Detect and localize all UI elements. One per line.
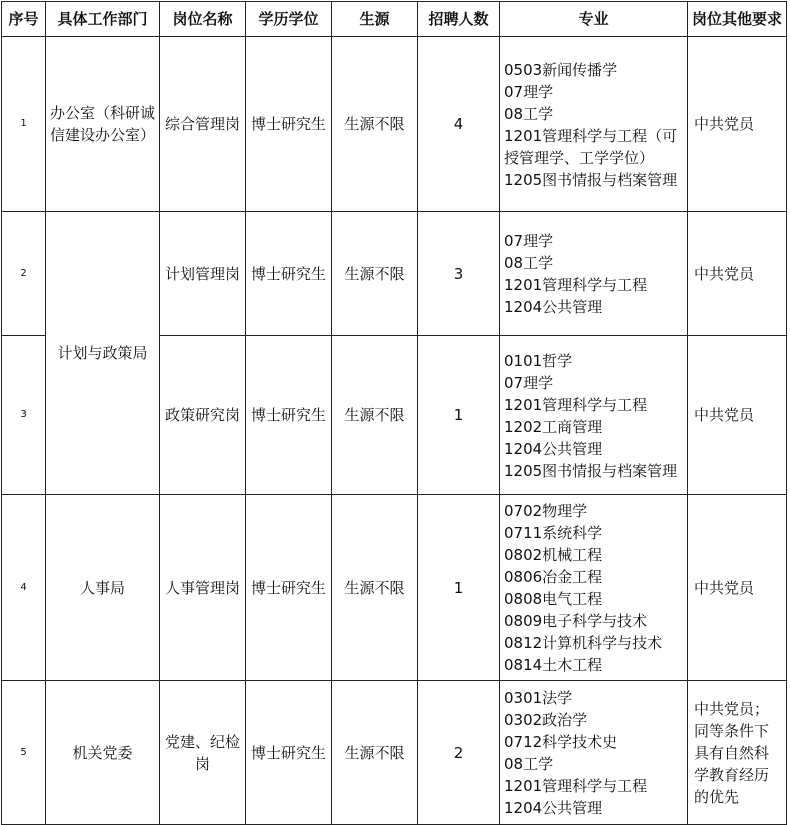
seq-cell: 5	[2, 681, 46, 825]
major-cell	[500, 336, 688, 495]
seq-cell: 3	[2, 336, 46, 495]
source-cell: 生源不限	[332, 37, 418, 212]
major-item: 0802机械工程	[504, 546, 603, 564]
seq-cell: 1	[2, 37, 46, 212]
table-row	[2, 495, 787, 681]
major-item: 07理学	[504, 373, 554, 392]
count-cell: 2	[418, 681, 500, 825]
major-item: 08工学	[504, 254, 554, 272]
major-item: 1204公共管理	[504, 298, 603, 316]
count-cell: 3	[418, 212, 500, 336]
header-department: 具体工作部门	[46, 2, 160, 37]
position-cell: 党建、纪检岗	[160, 681, 246, 825]
major-item: 0809电子科学与技术	[504, 612, 648, 630]
seq-cell: 4	[2, 495, 46, 681]
education-cell: 博士研究生	[246, 37, 332, 212]
table-row	[2, 681, 787, 825]
major-item: 0702物理学	[504, 502, 588, 520]
major-cell	[500, 681, 688, 825]
requirement-cell: 中共党员	[688, 336, 787, 495]
major-item: 07理学	[504, 232, 554, 250]
department-cell: 办公室（科研诚信建设办公室）	[46, 37, 160, 212]
major-item: 0808电气工程	[504, 590, 603, 608]
major-item: 08工学	[504, 104, 554, 123]
header-count: 招聘人数	[418, 2, 500, 37]
major-item: 0814土木工程	[504, 656, 603, 674]
header-requirement: 岗位其他要求	[688, 2, 787, 37]
header-education: 学历学位	[246, 2, 332, 37]
count-cell: 1	[418, 495, 500, 681]
major-item: 1204公共管理	[504, 439, 603, 458]
source-cell: 生源不限	[332, 212, 418, 336]
major-cell	[500, 495, 688, 681]
requirement-cell: 中共党员；同等条件下具有自然科学教育经历的优先	[688, 681, 787, 825]
requirement-cell: 中共党员	[688, 495, 787, 681]
major-item: 1201管理科学与工程	[504, 395, 648, 414]
department-cell: 机关党委	[46, 681, 160, 825]
education-cell: 博士研究生	[246, 212, 332, 336]
position-cell: 综合管理岗	[160, 37, 246, 212]
seq-cell: 2	[2, 212, 46, 336]
table-row	[2, 37, 787, 212]
header-row	[2, 2, 787, 37]
position-cell: 政策研究岗	[160, 336, 246, 495]
major-item: 1205图书情报与档案管理	[504, 461, 678, 480]
major-item: 1202工商管理	[504, 417, 603, 436]
major-item: 08工学	[504, 755, 554, 773]
major-item: 0806冶金工程	[504, 568, 603, 586]
recruitment-table	[1, 1, 787, 825]
source-cell: 生源不限	[332, 495, 418, 681]
major-item: 0812计算机科学与技术	[504, 634, 663, 652]
table-row	[2, 212, 787, 336]
header-source: 生源	[332, 2, 418, 37]
header-position: 岗位名称	[160, 2, 246, 37]
source-cell: 生源不限	[332, 681, 418, 825]
requirement-cell: 中共党员	[688, 37, 787, 212]
major-item: 1205图书情报与档案管理	[504, 170, 678, 189]
major-cell	[500, 37, 688, 212]
major-item: 1201管理科学与工程（可授管理学、工学学位）	[504, 126, 678, 167]
header-seq: 序号	[2, 2, 46, 37]
requirement-cell: 中共党员	[688, 212, 787, 336]
count-cell: 4	[418, 37, 500, 212]
major-item: 1201管理科学与工程	[504, 777, 648, 795]
position-cell: 人事管理岗	[160, 495, 246, 681]
major-item: 0101哲学	[504, 351, 573, 370]
major-item: 0302政治学	[504, 711, 588, 729]
source-cell: 生源不限	[332, 336, 418, 495]
major-item: 0503新闻传播学	[504, 60, 618, 79]
major-item: 07理学	[504, 82, 554, 101]
education-cell: 博士研究生	[246, 336, 332, 495]
department-cell: 计划与政策局	[46, 212, 160, 495]
department-cell: 人事局	[46, 495, 160, 681]
position-cell: 计划管理岗	[160, 212, 246, 336]
education-cell: 博士研究生	[246, 681, 332, 825]
count-cell: 1	[418, 336, 500, 495]
education-cell: 博士研究生	[246, 495, 332, 681]
major-item: 0301法学	[504, 689, 573, 707]
major-item: 0711系统科学	[504, 524, 603, 542]
major-cell	[500, 212, 688, 336]
major-item: 1204公共管理	[504, 799, 603, 817]
major-item: 1201管理科学与工程	[504, 276, 648, 294]
header-major: 专业	[500, 2, 688, 37]
major-item: 0712科学技术史	[504, 733, 618, 751]
